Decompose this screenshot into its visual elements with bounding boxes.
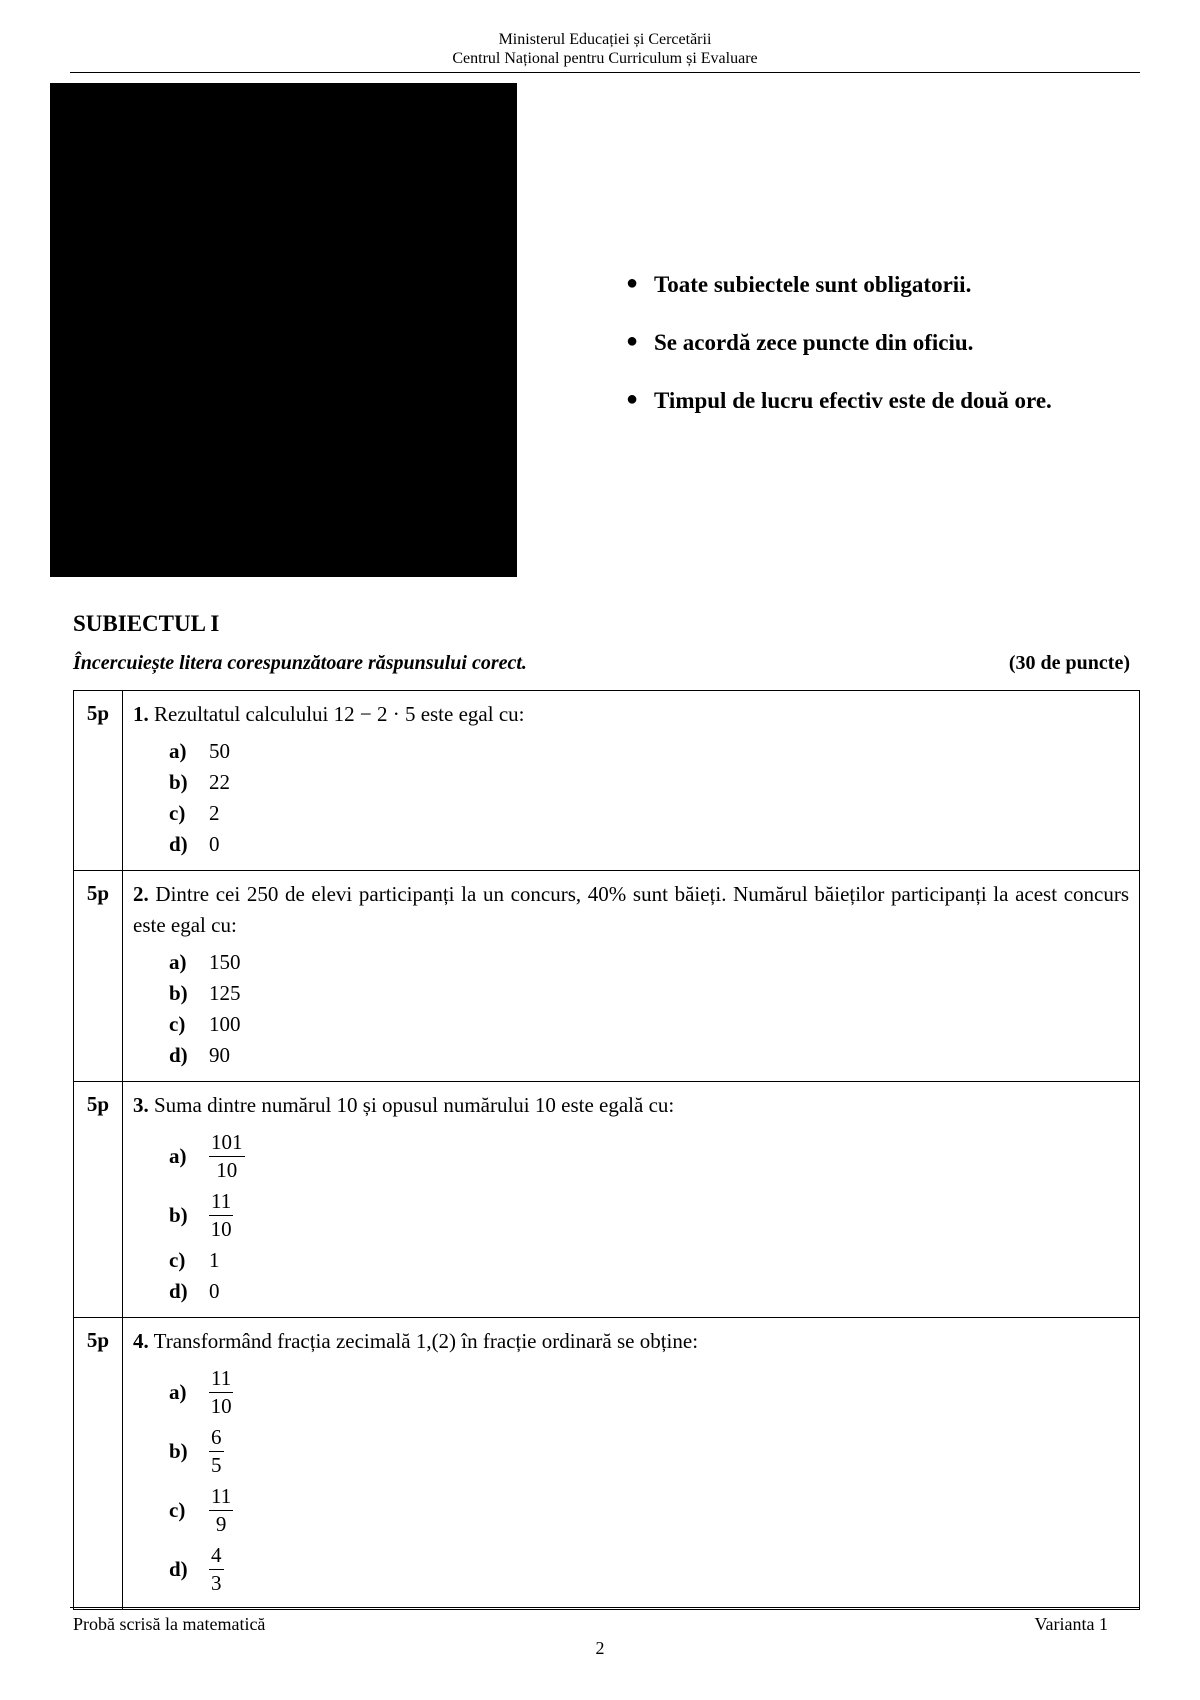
answer-option[interactable] xyxy=(169,1481,1129,1540)
option-letter[interactable]: c) xyxy=(169,801,186,825)
page-number: 2 xyxy=(595,1638,605,1658)
rule-item: ● Toate subiectele sunt obligatorii. xyxy=(626,272,972,297)
answer-option[interactable] xyxy=(169,1422,1129,1481)
option-letter[interactable]: a) xyxy=(169,1144,187,1168)
option-letter[interactable]: a) xyxy=(169,950,187,974)
fraction-numerator: 4 xyxy=(209,1542,224,1570)
option-fraction xyxy=(209,1365,233,1420)
option-fraction xyxy=(209,1424,224,1479)
fraction-denominator: 10 xyxy=(210,1394,232,1418)
option-value: 0 xyxy=(209,832,220,856)
option-fraction xyxy=(209,1483,233,1538)
footer-exam-name: Probă scrisă la matematică xyxy=(73,1614,266,1634)
question-statement: Suma dintre numărul 10 și opusul numărului 10 este egală cu: xyxy=(154,1093,675,1117)
fraction-numerator: 101 xyxy=(209,1129,245,1157)
option-fraction xyxy=(209,1129,245,1184)
answer-option[interactable] xyxy=(169,736,1129,767)
question-statement: Rezultatul calculului 12 − 2 · 5 este egal cu: xyxy=(154,702,525,726)
option-value: 150 xyxy=(209,950,241,974)
option-letter[interactable]: c) xyxy=(169,1012,186,1036)
question-body xyxy=(123,1318,1140,1610)
answer-options xyxy=(169,1127,1129,1307)
question-row xyxy=(74,691,1140,871)
answer-option[interactable] xyxy=(169,1245,1129,1276)
answer-option[interactable] xyxy=(169,767,1129,798)
question-row xyxy=(74,1318,1140,1610)
answer-option[interactable] xyxy=(169,978,1129,1009)
option-letter[interactable]: a) xyxy=(169,1380,187,1404)
option-value: 125 xyxy=(209,981,241,1005)
fraction-denominator: 9 xyxy=(215,1512,227,1536)
option-value: 2 xyxy=(209,801,220,825)
answer-option[interactable] xyxy=(169,1009,1129,1040)
answer-options xyxy=(169,736,1129,860)
question-text xyxy=(133,699,1129,730)
bullet-icon: ● xyxy=(626,330,639,352)
question-number: 2. xyxy=(133,882,149,906)
fraction-denominator: 5 xyxy=(211,1453,222,1477)
fraction-denominator: 10 xyxy=(210,1217,232,1241)
option-value: 22 xyxy=(209,770,230,794)
option-letter[interactable]: b) xyxy=(169,981,188,1005)
answer-option[interactable] xyxy=(169,1540,1129,1599)
answer-option[interactable] xyxy=(169,947,1129,978)
option-letter[interactable]: b) xyxy=(169,1203,188,1227)
exam-rules-list xyxy=(620,272,1052,446)
option-letter[interactable]: c) xyxy=(169,1498,186,1522)
question-text xyxy=(133,879,1129,941)
redacted-block xyxy=(50,83,517,577)
question-text xyxy=(133,1090,1129,1121)
question-statement: Transformând fracția zecimală 1,(2) în fracție ordinară se obține: xyxy=(153,1329,699,1353)
answer-option[interactable] xyxy=(169,1186,1129,1245)
answer-option[interactable] xyxy=(169,798,1129,829)
question-body xyxy=(123,1082,1140,1318)
fraction-numerator: 6 xyxy=(209,1424,224,1452)
option-value: 0 xyxy=(209,1279,220,1303)
question-row xyxy=(74,871,1140,1082)
answer-option[interactable] xyxy=(169,1040,1129,1071)
question-text xyxy=(133,1326,1129,1357)
answer-options xyxy=(169,947,1129,1071)
option-letter[interactable]: d) xyxy=(169,1279,188,1303)
option-letter[interactable]: b) xyxy=(169,770,188,794)
rule-item: ● Se acordă zece puncte din oficiu. xyxy=(626,330,974,355)
option-letter[interactable]: b) xyxy=(169,1439,188,1463)
rule-item: ● Timpul de lucru efectiv este de două ore. xyxy=(626,388,1052,413)
fraction-numerator: 11 xyxy=(209,1365,233,1393)
answer-option[interactable] xyxy=(169,1276,1129,1307)
subject-title: SUBIECTUL I xyxy=(73,611,220,636)
option-value: 50 xyxy=(209,739,230,763)
fraction-denominator: 3 xyxy=(211,1571,222,1595)
questions-table xyxy=(73,690,1140,1610)
option-value: 100 xyxy=(209,1012,241,1036)
question-number: 1. xyxy=(133,702,149,726)
option-letter[interactable]: c) xyxy=(169,1248,186,1272)
question-number: 3. xyxy=(133,1093,149,1117)
bullet-icon: ● xyxy=(626,388,639,410)
question-body xyxy=(123,691,1140,871)
question-points: 5p xyxy=(74,1318,123,1610)
subject-points: (30 de puncte) xyxy=(1008,652,1130,674)
option-fraction xyxy=(209,1188,233,1243)
header-divider xyxy=(70,72,1140,73)
answer-option[interactable] xyxy=(169,829,1129,860)
question-points: 5p xyxy=(74,691,123,871)
document-header xyxy=(70,30,1140,68)
answer-option[interactable] xyxy=(169,1363,1129,1422)
option-fraction xyxy=(209,1542,224,1597)
option-value: 90 xyxy=(209,1043,230,1067)
option-letter[interactable]: d) xyxy=(169,1557,188,1581)
option-letter[interactable]: d) xyxy=(169,832,188,856)
header-ministry: Ministerul Educației și Cercetării xyxy=(498,31,712,48)
bullet-icon: ● xyxy=(626,272,639,294)
footer-variant: Varianta 1 xyxy=(1034,1614,1108,1634)
question-row xyxy=(74,1082,1140,1318)
option-letter[interactable]: a) xyxy=(169,739,187,763)
answer-options xyxy=(169,1363,1129,1599)
question-body xyxy=(123,871,1140,1082)
fraction-numerator: 11 xyxy=(209,1188,233,1216)
subject-instruction: Încercuiește litera corespunzătoare răspunsului corect. xyxy=(73,652,527,674)
option-letter[interactable]: d) xyxy=(169,1043,188,1067)
answer-option[interactable] xyxy=(169,1127,1129,1186)
question-number: 4. xyxy=(133,1329,149,1353)
header-center: Centrul Național pentru Curriculum și Evaluare xyxy=(452,50,758,67)
question-statement: Dintre cei 250 de elevi participanți la un concurs, 40% sunt băieți. Numărul băieților participanți la acest concurs este egal cu: xyxy=(133,882,1130,937)
footer-divider xyxy=(70,1607,1140,1608)
question-points: 5p xyxy=(74,1082,123,1318)
fraction-numerator: 11 xyxy=(209,1483,233,1511)
question-points: 5p xyxy=(74,871,123,1082)
fraction-denominator: 10 xyxy=(216,1158,238,1182)
option-value: 1 xyxy=(209,1248,220,1272)
